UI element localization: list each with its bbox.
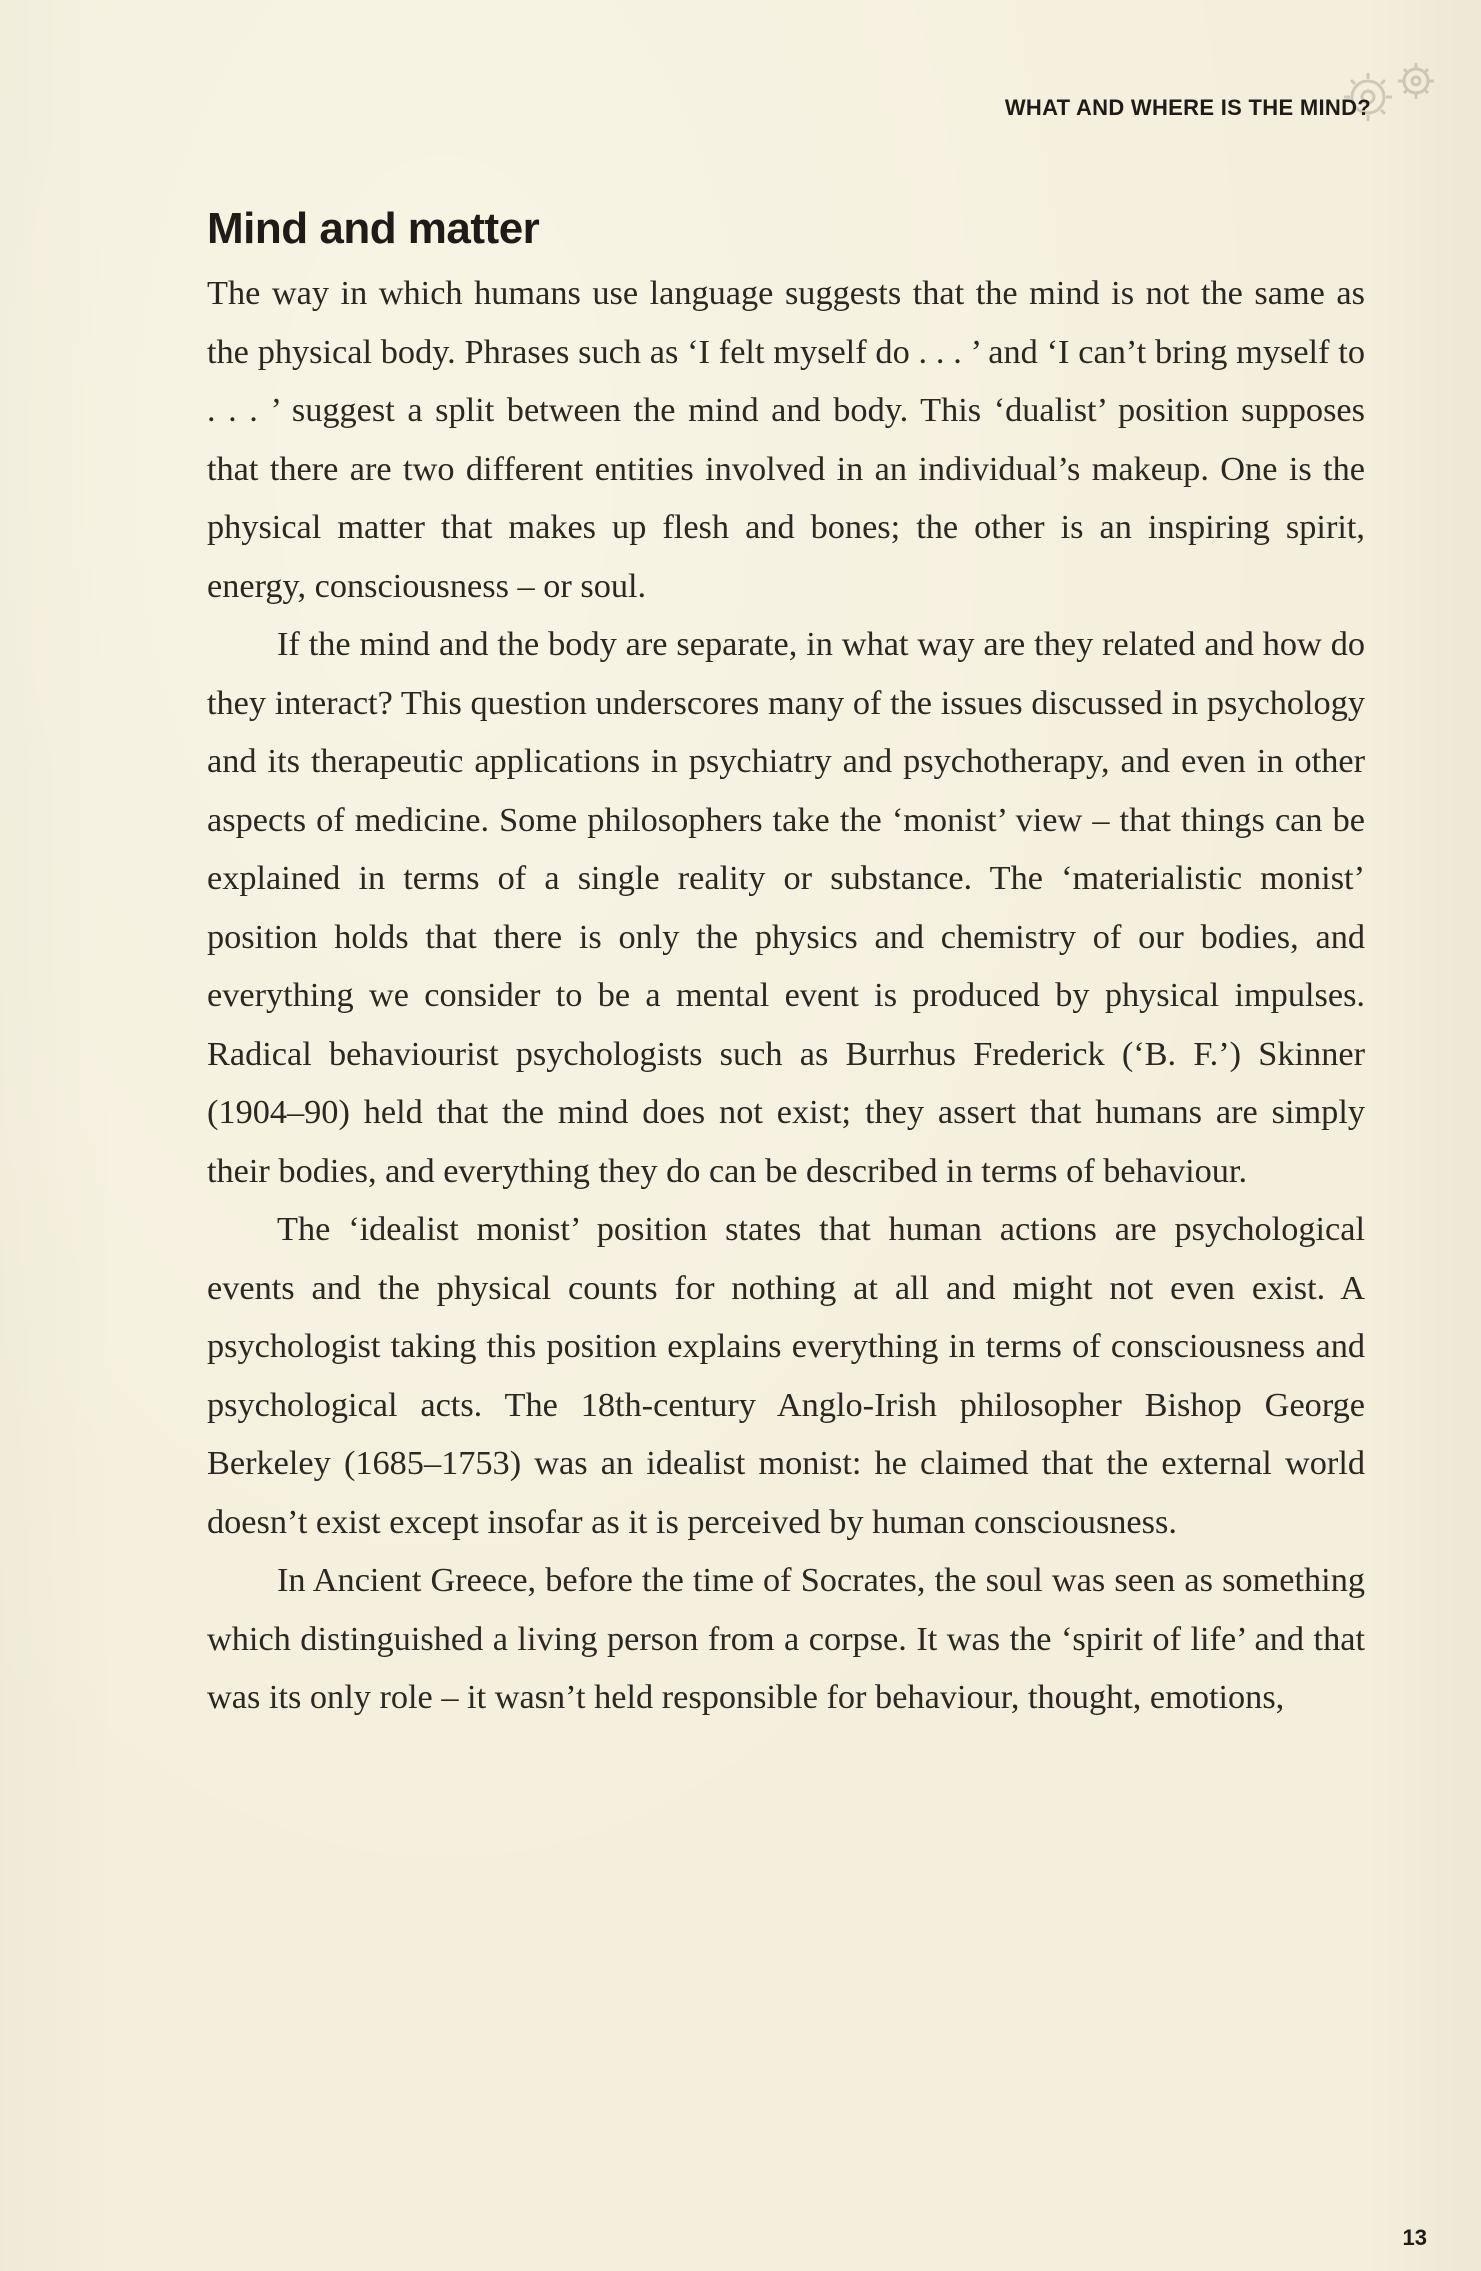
paragraph-2: If the mind and the body are separate, in what way are they related and how do they interact? This question underscores many of the issues discussed in psychology and its therapeutic applications in psychiatry and psychotherapy, and even in other aspects of medicine. Some philosophers take the ‘monist’ view – that things can be explained in terms of a single reality or substance. The ‘materialistic monist’ position holds that there is only the physics and chemistry of our bodies, and everything we consider to be a mental event is produced by physical impulses. Radical behaviourist psychologists such as Burrhus Frederick (‘B. F.’) Skinner (1904–90) held that the mind does not exist; they assert that humans are simply their bodies, and everything they do can be described in terms of behaviour. bbox=[207, 625, 1365, 1190]
paragraph-3: The ‘idealist monist’ position states that human actions are psychological events and the physical counts for nothing at all and might not even exist. A psychologist taking this position explains everything in terms of consciousness and psychological acts. The 18th-century Anglo-Irish philosopher Bishop George Berkeley (1685–1753) was an idealist monist: he claimed that the external world doesn’t exist except insofar as it is perceived by human consciousness. bbox=[207, 1210, 1365, 1541]
section-heading: Mind and matter bbox=[207, 204, 540, 253]
paragraph-1: The way in which humans use language suggests that the mind is not the same as the physical body. Phrases such as ‘I felt myself do . . . ’ and ‘I can’t bring myself to . . . ’ suggest a split between the mind and body. This ‘dualist’ position supposes that there are two different entities involved in an individual’s makeup. One is the physical matter that makes up flesh and bones; the other is an inspiring spirit, energy, consciousness – or soul. bbox=[207, 274, 1365, 605]
main-content bbox=[207, 200, 1365, 1727]
running-head: WHAT AND WHERE IS THE MIND? bbox=[1004, 95, 1371, 120]
page-number: 13 bbox=[1402, 2225, 1427, 2250]
paragraph-4: In Ancient Greece, before the time of Socrates, the soul was seen as something which distinguished a living person from a corpse. It was the ‘spirit of life’ and that was its only role – it wasn’t held responsible for behaviour, thought, emotions, bbox=[207, 1561, 1365, 1716]
